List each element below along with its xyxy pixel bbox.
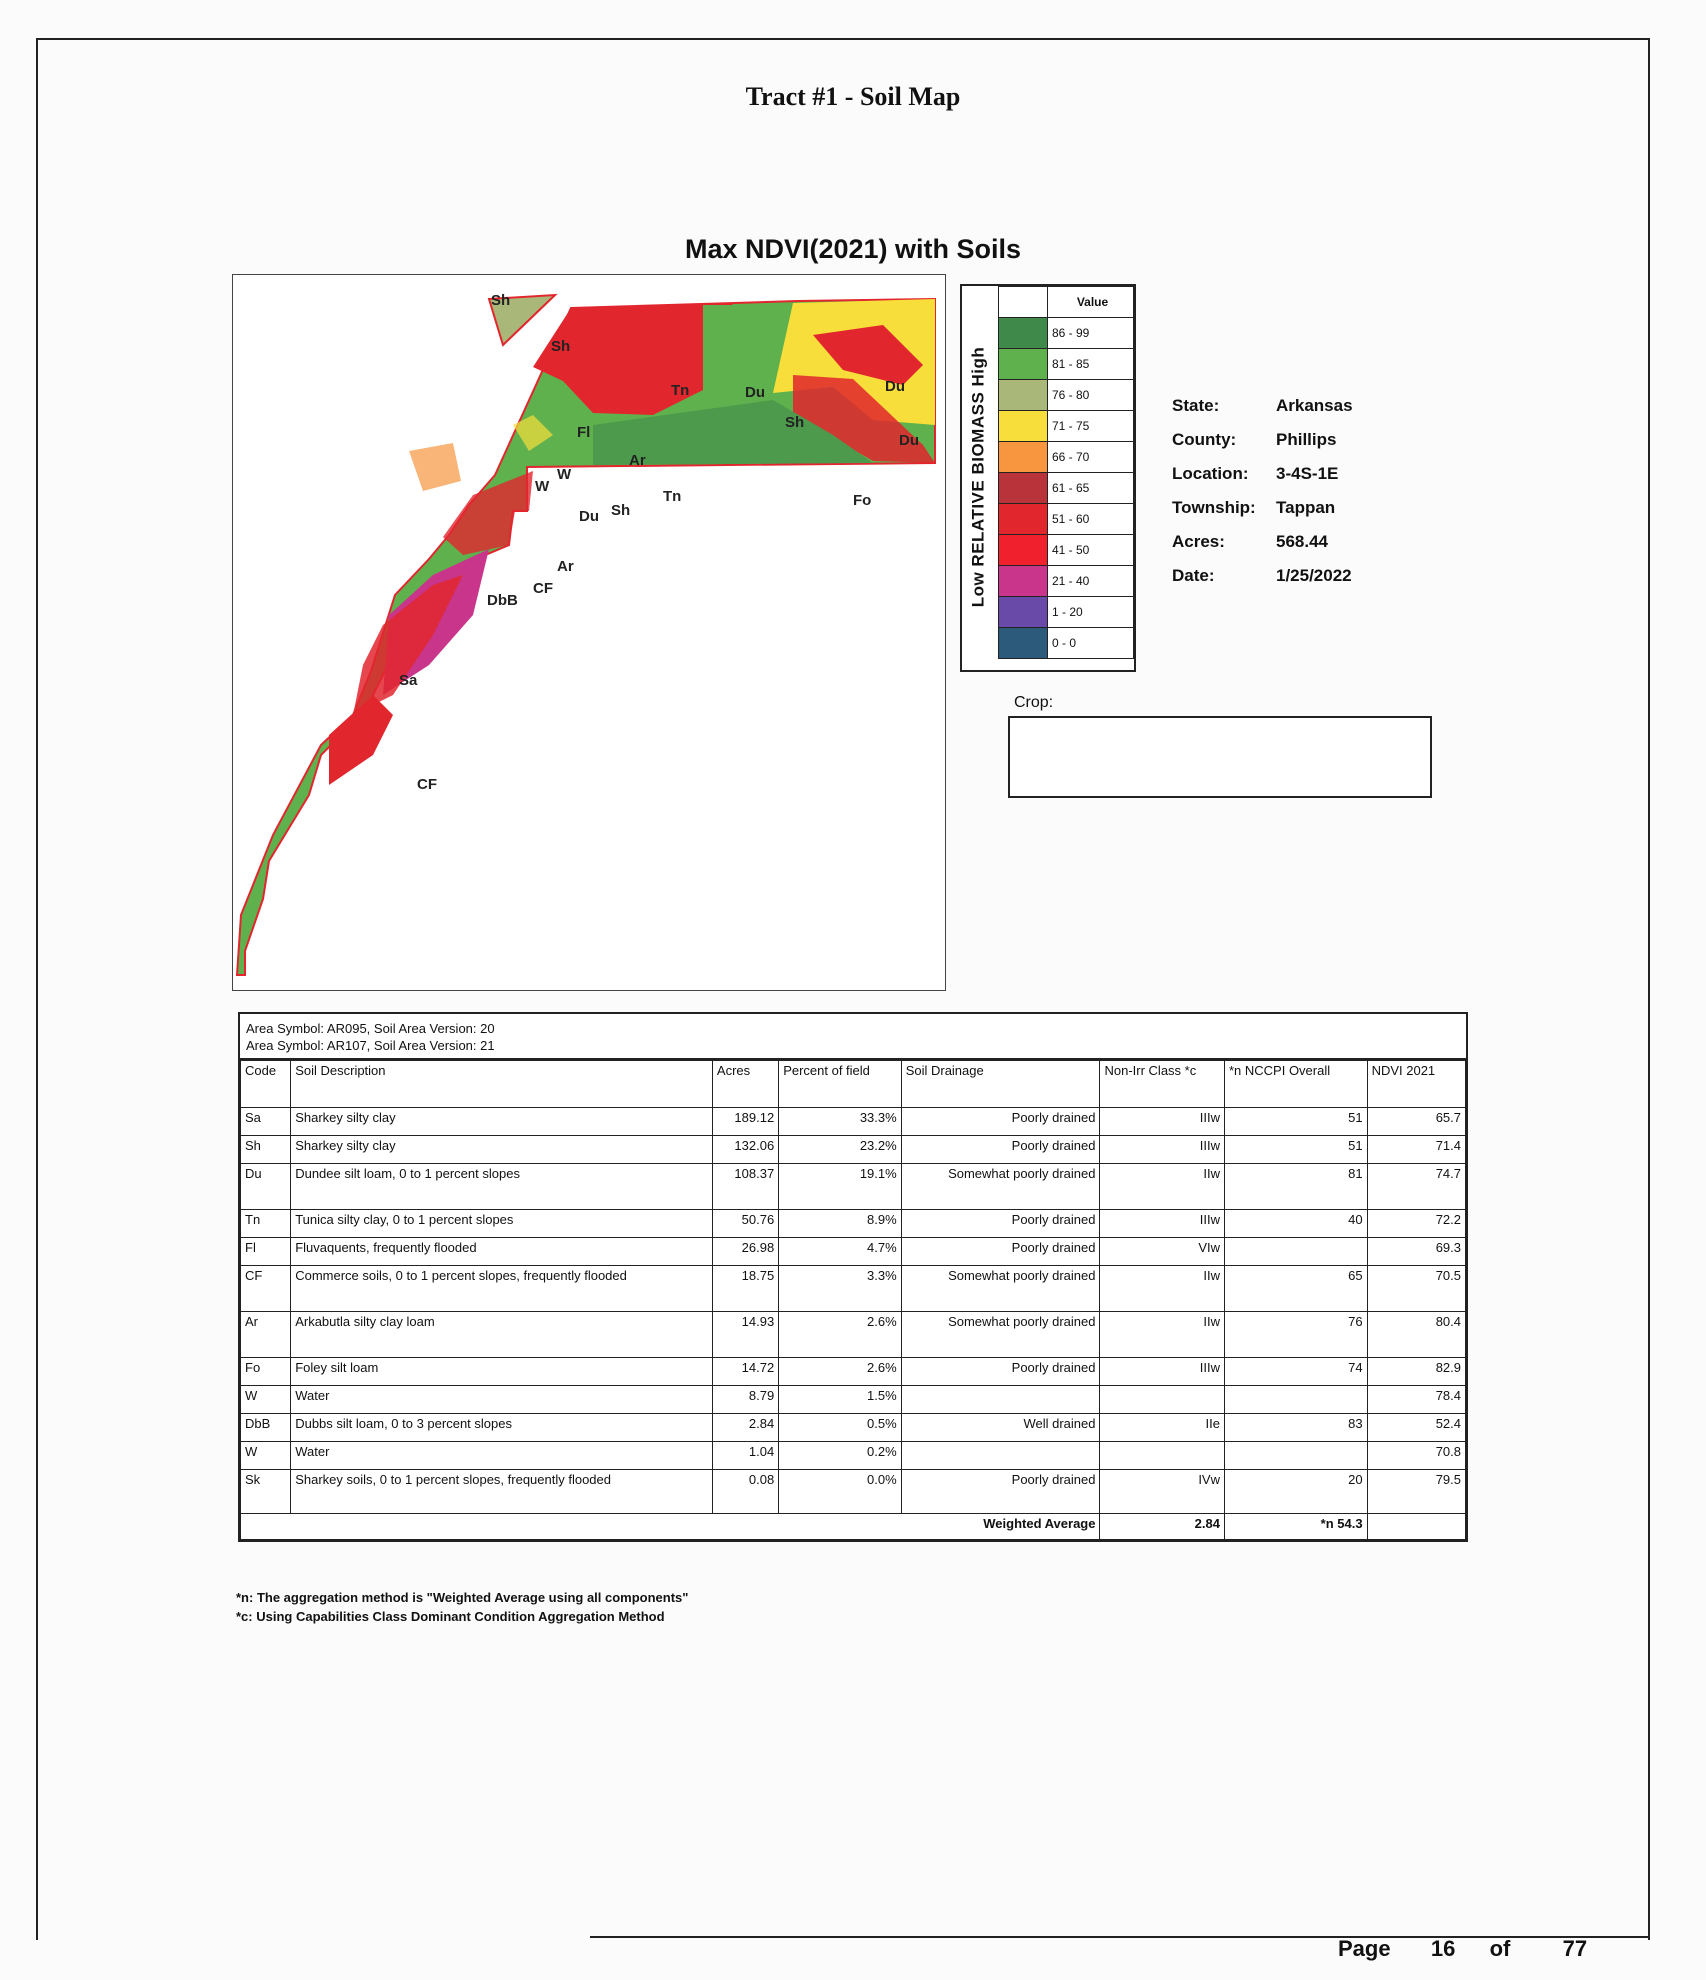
table-cell [1224,1442,1367,1470]
table-cell: 33.3% [779,1108,902,1136]
empty-cell [1367,1514,1465,1540]
map-label-sh: Sh [611,502,631,519]
table-cell: Sh [241,1136,291,1164]
legend-row [999,411,1134,442]
info-row [1172,464,1353,498]
legend-row [999,628,1134,659]
table-cell: 74.7 [1367,1164,1465,1210]
table-cell: 50.76 [712,1210,778,1238]
table-cell: 2.84 [712,1414,778,1442]
legend-row [999,597,1134,628]
table-cell: Fl [241,1238,291,1266]
table-cell [1224,1238,1367,1266]
table-cell: 69.3 [1367,1238,1465,1266]
table-cell: Tn [241,1210,291,1238]
table-cell: Somewhat poorly drained [901,1312,1100,1358]
legend-row [999,566,1134,597]
weighted-class: 2.84 [1100,1514,1225,1540]
table-row [241,1210,1466,1238]
legend-range: 76 - 80 [1048,380,1134,411]
soil-data-table [240,1060,1466,1540]
map-label-ar: Ar [629,452,646,469]
table-cell: 2.6% [779,1312,902,1358]
table-cell [1100,1386,1225,1414]
info-value: Arkansas [1276,396,1353,415]
table-cell: W [241,1442,291,1470]
legend-range: 71 - 75 [1048,411,1134,442]
info-key: State: [1172,396,1220,415]
map-label-sh: Sh [785,414,805,431]
page-total: 77 [1562,1936,1588,1961]
legend-header-blank [999,287,1048,318]
table-cell: 23.2% [779,1136,902,1164]
table-cell: 18.75 [712,1266,778,1312]
info-value: 3-4S-1E [1276,464,1339,483]
table-cell: Sharkey silty clay [291,1108,713,1136]
info-value: 568.44 [1276,532,1328,551]
table-cell: Well drained [901,1414,1100,1442]
table-cell: Sk [241,1470,291,1514]
table-cell: Arkabutla silty clay loam [291,1312,713,1358]
table-cell: 108.37 [712,1164,778,1210]
table-cell: 40 [1224,1210,1367,1238]
table-cell: Water [291,1442,713,1470]
legend-swatch [999,628,1048,659]
table-row [241,1442,1466,1470]
map-label-du: Du [899,432,919,449]
legend-range: 0 - 0 [1048,628,1134,659]
legend-row [999,318,1134,349]
table-cell: 72.2 [1367,1210,1465,1238]
map-label-fl: Fl [577,424,591,441]
info-row [1172,430,1353,464]
legend-swatch [999,473,1048,504]
legend-row [999,442,1134,473]
column-header: NDVI 2021 [1367,1061,1465,1108]
legend-swatch [999,380,1048,411]
table-cell: IIe [1100,1414,1225,1442]
legend-range: 81 - 85 [1048,349,1134,380]
column-header: *n NCCPI Overall [1224,1061,1367,1108]
table-cell: 4.7% [779,1238,902,1266]
map-label-cf: CF [533,580,553,597]
table-cell: 1.5% [779,1386,902,1414]
info-key: Acres: [1172,532,1225,551]
table-cell: 70.5 [1367,1266,1465,1312]
table-cell: 0.5% [779,1414,902,1442]
column-header: Acres [712,1061,778,1108]
table-cell: 51 [1224,1108,1367,1136]
table-cell: 0.0% [779,1470,902,1514]
table-cell: Poorly drained [901,1210,1100,1238]
table-cell: 83 [1224,1414,1367,1442]
table-cell: Dundee silt loam, 0 to 1 percent slopes [291,1164,713,1210]
legend-swatch [999,597,1048,628]
table-cell: W [241,1386,291,1414]
map-label-dbb: DbB [487,592,518,609]
legend-swatch [999,349,1048,380]
table-cell: Fluvaquents, frequently flooded [291,1238,713,1266]
legend-swatch [999,442,1048,473]
table-cell: Ar [241,1312,291,1358]
table-row [241,1164,1466,1210]
table-cell: IIIw [1100,1136,1225,1164]
table-cell: 132.06 [712,1136,778,1164]
map-label-cf: CF [417,776,437,793]
info-value: Phillips [1276,430,1337,449]
ndvi-soil-map [232,274,946,991]
column-header: Non-Irr Class *c [1100,1061,1225,1108]
legend-swatch [999,535,1048,566]
table-row [241,1312,1466,1358]
location-info [1172,396,1353,600]
legend-range: 66 - 70 [1048,442,1134,473]
area-symbol-line: Area Symbol: AR095, Soil Area Version: 20 [246,1021,495,1036]
table-cell: IVw [1100,1470,1225,1514]
info-key: Township: [1172,498,1256,517]
legend-range: 1 - 20 [1048,597,1134,628]
table-cell: IIIw [1100,1108,1225,1136]
soil-table [238,1012,1468,1542]
info-key: Location: [1172,464,1249,483]
ndvi-map-image [233,275,945,990]
area-symbols [240,1014,1466,1060]
table-cell: Tunica silty clay, 0 to 1 percent slopes [291,1210,713,1238]
map-label-ar: Ar [557,558,574,575]
page-heading: Tract #1 - Soil Map [745,82,961,111]
table-header-row [241,1061,1466,1108]
column-header: Code [241,1061,291,1108]
table-row [241,1238,1466,1266]
legend-row [999,535,1134,566]
info-value: Tappan [1276,498,1336,517]
table-cell: 14.93 [712,1312,778,1358]
legend-swatch [999,566,1048,597]
table-cell: Sa [241,1108,291,1136]
table-cell: IIIw [1100,1358,1225,1386]
table-cell: 8.9% [779,1210,902,1238]
map-label-du: Du [745,384,765,401]
info-value: 1/25/2022 [1276,566,1352,585]
table-row [241,1470,1466,1514]
table-cell: Water [291,1386,713,1414]
table-row [241,1386,1466,1414]
table-cell: 65 [1224,1266,1367,1312]
table-cell: Poorly drained [901,1358,1100,1386]
legend-row [999,349,1134,380]
table-cell: 1.04 [712,1442,778,1470]
table-cell: 51 [1224,1136,1367,1164]
table-cell: 65.7 [1367,1108,1465,1136]
crop-box [1008,716,1432,798]
legend-table [998,286,1134,659]
table-cell: 2.6% [779,1358,902,1386]
table-cell: IIw [1100,1164,1225,1210]
table-cell: 70.8 [1367,1442,1465,1470]
map-label-sh: Sh [491,292,511,309]
info-row [1172,396,1353,430]
table-cell: 20 [1224,1470,1367,1514]
table-cell: Sharkey silty clay [291,1136,713,1164]
table-cell: IIw [1100,1312,1225,1358]
page-of: of [1489,1936,1511,1961]
column-header: Soil Description [291,1061,713,1108]
page-label: Page [1338,1936,1391,1961]
table-cell: Poorly drained [901,1470,1100,1514]
table-row [241,1414,1466,1442]
table-cell: 3.3% [779,1266,902,1312]
map-label-tn: Tn [671,382,690,399]
map-label-tn: Tn [663,488,682,505]
table-cell: 80.4 [1367,1312,1465,1358]
table-row [241,1108,1466,1136]
info-row [1172,566,1353,600]
table-cell: Commerce soils, 0 to 1 percent slopes, frequently flooded [291,1266,713,1312]
weighted-average-label: Weighted Average [241,1514,1100,1540]
table-cell: 26.98 [712,1238,778,1266]
table-cell: Foley silt loam [291,1358,713,1386]
map-label-w: W [535,478,550,495]
table-cell: DbB [241,1414,291,1442]
column-header: Percent of field [779,1061,902,1108]
table-cell: 19.1% [779,1164,902,1210]
table-cell: Somewhat poorly drained [901,1164,1100,1210]
column-header: Soil Drainage [901,1061,1100,1108]
table-cell: 81 [1224,1164,1367,1210]
legend-row [999,504,1134,535]
footnotes [236,1588,688,1626]
legend-header: Value [1048,287,1134,318]
legend-range: 86 - 99 [1048,318,1134,349]
table-cell [901,1386,1100,1414]
weighted-average-row [241,1514,1466,1540]
table-cell: 76 [1224,1312,1367,1358]
legend-swatch [999,504,1048,535]
legend-swatch [999,411,1048,442]
map-label-du: Du [579,508,599,525]
table-cell: VIw [1100,1238,1225,1266]
table-cell [901,1442,1100,1470]
table-cell: 71.4 [1367,1136,1465,1164]
info-key: Date: [1172,566,1215,585]
footnote: *c: Using Capabilities Class Dominant Condition Aggregation Method [236,1609,665,1624]
crop-label: Crop: [1014,694,1054,711]
info-key: County: [1172,430,1237,449]
map-label-du: Du [885,378,905,395]
legend-row [999,380,1134,411]
weighted-nccpi: *n 54.3 [1224,1514,1367,1540]
area-symbol-line: Area Symbol: AR107, Soil Area Version: 21 [246,1038,495,1053]
table-cell: Dubbs silt loam, 0 to 3 percent slopes [291,1414,713,1442]
legend-range: 61 - 65 [1048,473,1134,504]
table-cell: Somewhat poorly drained [901,1266,1100,1312]
table-cell: IIw [1100,1266,1225,1312]
table-cell: 0.2% [779,1442,902,1470]
table-cell: 79.5 [1367,1470,1465,1514]
table-cell: 78.4 [1367,1386,1465,1414]
table-cell: IIIw [1100,1210,1225,1238]
map-label-fo: Fo [853,492,872,509]
info-row [1172,498,1353,532]
footnote: *n: The aggregation method is "Weighted Average using all components" [236,1590,689,1605]
table-cell: Poorly drained [901,1108,1100,1136]
info-row [1172,532,1353,566]
table-cell: Sharkey soils, 0 to 1 percent slopes, frequently flooded [291,1470,713,1514]
map-label-w: W [557,466,572,483]
legend-row [999,473,1134,504]
legend-axis-label: Low RELATIVE BIOMASS High [968,346,988,608]
ndvi-legend [960,284,1136,672]
table-cell: 82.9 [1367,1358,1465,1386]
table-cell: Poorly drained [901,1238,1100,1266]
table-cell: Poorly drained [901,1136,1100,1164]
legend-range: 41 - 50 [1048,535,1134,566]
legend-range: 51 - 60 [1048,504,1134,535]
table-row [241,1136,1466,1164]
table-cell: Du [241,1164,291,1210]
table-cell [1100,1442,1225,1470]
table-cell: 52.4 [1367,1414,1465,1442]
table-cell: 8.79 [712,1386,778,1414]
table-row [241,1266,1466,1312]
table-cell: Fo [241,1358,291,1386]
legend-swatch [999,318,1048,349]
page-current: 16 [1430,1936,1456,1961]
table-cell: 14.72 [712,1358,778,1386]
map-label-sa: Sa [399,672,418,689]
table-cell: 74 [1224,1358,1367,1386]
table-cell: 189.12 [712,1108,778,1136]
table-cell: CF [241,1266,291,1312]
table-cell: 0.08 [712,1470,778,1514]
page-number [1338,1936,1587,1962]
table-row [241,1358,1466,1386]
legend-range: 21 - 40 [1048,566,1134,597]
table-cell [1224,1386,1367,1414]
map-label-sh: Sh [551,338,571,355]
map-title: Max NDVI(2021) with Soils [684,234,1022,264]
